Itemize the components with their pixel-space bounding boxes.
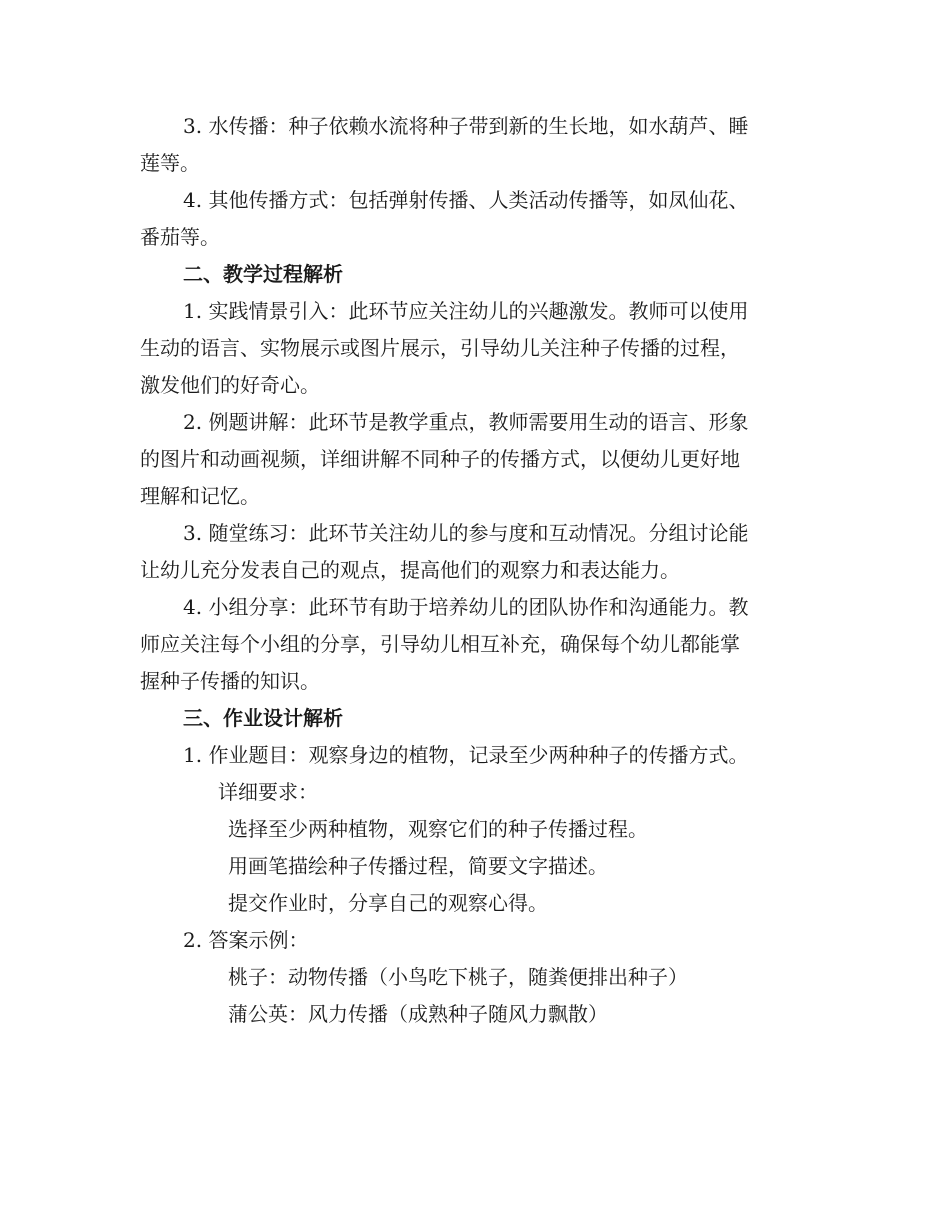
text-line: 4. 其他传播方式：包括弹射传播、人类活动传播等，如凤仙花、 bbox=[183, 188, 749, 212]
text-line: 4. 小组分享：此环节有助于培养幼儿的团队协作和沟通能力。教 bbox=[183, 595, 749, 619]
text-line: 握种子传播的知识。 bbox=[140, 669, 320, 693]
section-heading: 三、作业设计解析 bbox=[183, 706, 343, 730]
text-line: 用画笔描绘种子传播过程，简要文字描述。 bbox=[228, 854, 608, 878]
text-line: 1. 实践情景引入：此环节应关注幼儿的兴趣激发。教师可以使用 bbox=[183, 299, 749, 323]
text-line: 理解和记忆。 bbox=[140, 484, 260, 508]
text-line: 激发他们的好奇心。 bbox=[140, 373, 320, 397]
text-line: 桃子：动物传播（小鸟吃下桃子，随粪便排出种子） bbox=[228, 965, 688, 989]
text-line: 师应关注每个小组的分享，引导幼儿相互补充，确保每个幼儿都能掌 bbox=[140, 632, 740, 656]
text-line: 1. 作业题目：观察身边的植物，记录至少两种种子的传播方式。 bbox=[183, 743, 749, 767]
text-line: 3. 随堂练习：此环节关注幼儿的参与度和互动情况。分组讨论能 bbox=[183, 521, 749, 545]
text-line: 提交作业时，分享自己的观察心得。 bbox=[228, 891, 548, 915]
text-line: 的图片和动画视频，详细讲解不同种子的传播方式，以便幼儿更好地 bbox=[140, 447, 740, 471]
text-line: 番茄等。 bbox=[140, 225, 220, 249]
text-line: 2. 答案示例： bbox=[183, 928, 309, 952]
text-line: 选择至少两种植物，观察它们的种子传播过程。 bbox=[228, 817, 648, 841]
text-line: 蒲公英：风力传播（成熟种子随风力飘散） bbox=[228, 1002, 608, 1026]
text-line: 莲等。 bbox=[140, 151, 200, 175]
text-line: 详细要求： bbox=[218, 780, 318, 804]
text-line: 2. 例题讲解：此环节是教学重点，教师需要用生动的语言、形象 bbox=[183, 410, 749, 434]
text-line: 让幼儿充分发表自己的观点，提高他们的观察力和表达能力。 bbox=[140, 558, 680, 582]
section-heading: 二、教学过程解析 bbox=[183, 262, 343, 286]
text-line: 生动的语言、实物展示或图片展示，引导幼儿关注种子传播的过程， bbox=[140, 336, 740, 360]
text-line: 3. 水传播：种子依赖水流将种子带到新的生长地，如水葫芦、睡 bbox=[183, 114, 749, 138]
